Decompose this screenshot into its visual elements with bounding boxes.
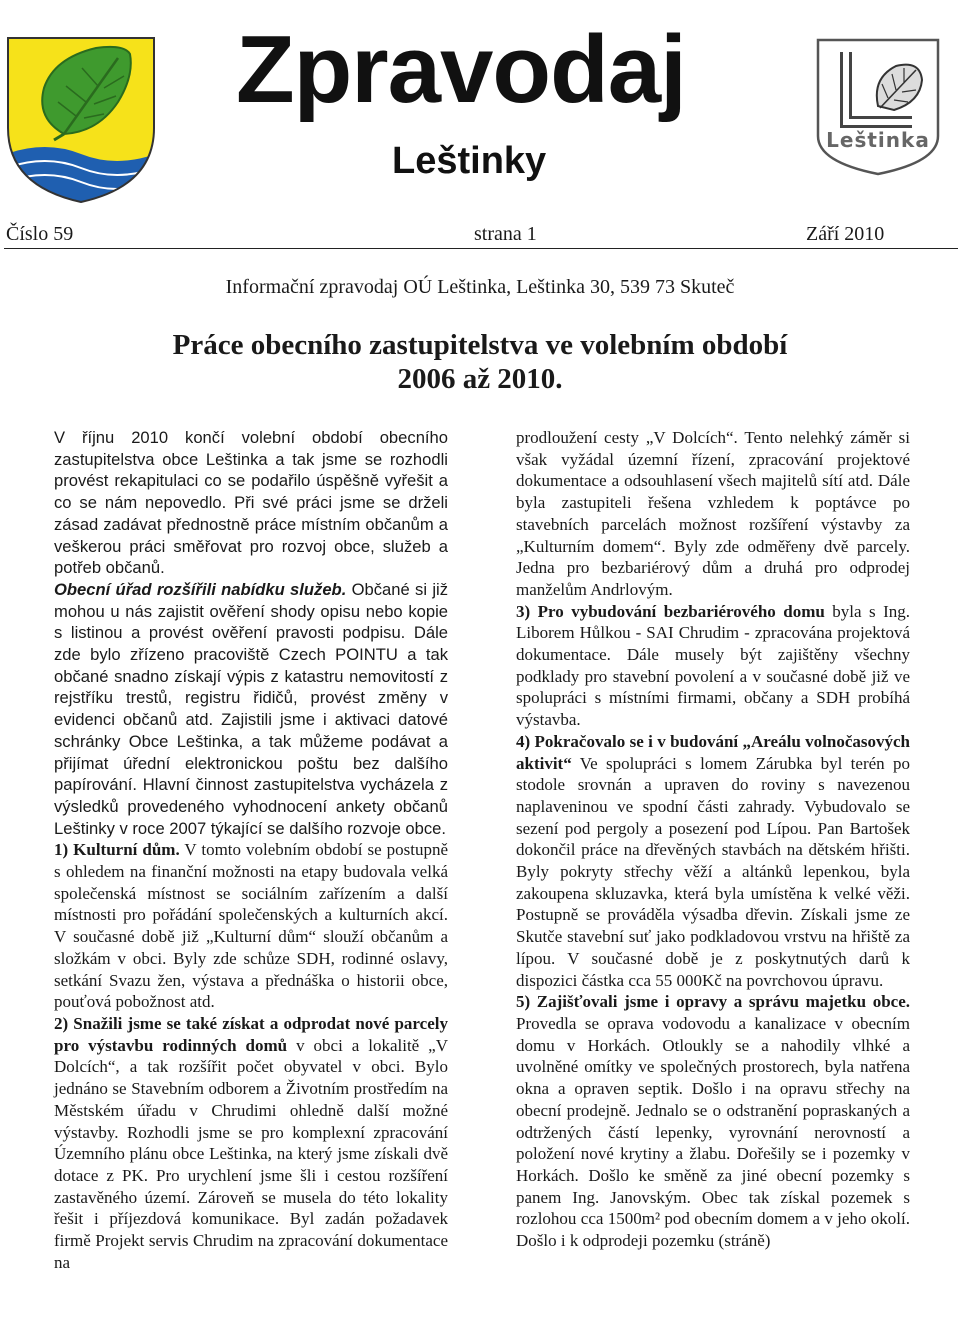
section-5-heading: 5) Zajišťovali jsme i opravy a správu majetku obce. <box>516 992 910 1012</box>
village-logo <box>812 36 944 176</box>
coat-of-arms-logo <box>6 36 156 204</box>
article-headline: Práce obecního zastupitelstva ve volebním období 2006 až 2010. <box>172 329 788 395</box>
issue-date: Září 2010 <box>806 223 885 245</box>
section-4 <box>516 731 910 991</box>
services-paragraph <box>54 579 448 839</box>
section-5-text: Provedla se oprava vodovodu a kanalizace v obecním domu v Horkách. Otloukly se a nahodily vlhké a uvolněné omítky ve společných prostorech, byla natřena okna a opraven septik. Došlo i na opravu střechy na obecní prodejně. Jednalo se o odstranění popraskaných a odtržených částí lepenky, vyrovnání nerovností a položení nové krytiny a žlabu. Dořešily se i pozemky v Horkách. Došlo ke směně za jiné obecní pozemky s panem Ing. Janovským. Obec tak získal pozemek s rozlohou cca 1500m² pod obecním domem a v jeho okolí. Došlo i k odprodeji pozemku (stráně) <box>516 1013 910 1251</box>
section-1 <box>54 839 448 1013</box>
section-2 <box>54 1013 448 1273</box>
section-2-text: v obci a lokalitě „V Dolcích“, a tak rozšířit počet obyvatel v obci. Bylo jednáno se Stavebním odborem a Životním prostředím na Městském úřadu v Chrudimi ohledně další možné výstavby. Rozhodli jsme se pro komplexní zpracování Územního plánu obce Leštinka, na který jsme získali dvě dotace z PK. Pro urychlení jsme šli i cestou rozšíření zastavěného území. Zároveň se musela do této lokality řešit i příjezdová komunikace. Byl zadán požadavek firmě Projekt servis Chrudim na zpracování dokumentace na <box>54 1035 448 1272</box>
masthead-title: Zpravodaj <box>236 16 686 123</box>
services-heading: Obecní úřad rozšířili nabídku služeb. <box>54 579 347 599</box>
issue-number: Číslo 59 <box>6 223 74 245</box>
section-3-heading: 3) Pro vybudování bezbariérového domu <box>516 601 825 621</box>
section-1-heading: 1) Kulturní dům. <box>54 840 180 860</box>
services-text: Občané si již mohou u nás zajistit ověření shody opisu nebo kopie s listinou a provést ověření pravosti podpisu. Dále zde bylo zřízeno pracoviště Czech POINTU a tak občané snadno získají výpis z katastru nemovitostí z rejstříku trestů, registru řidičů, provést změny v evidenci občanů atd. Zajistili jsme i aktivaci datové schránky Obce Leštinka, a tak můžeme podávat a přijímat úřední elektronickou poštu bez dalšího papírování. Hlavní činnost zastupitelstva vycházela z výsledků provedeného vyhodnocení ankety občanů Leštinky v roce 2007 týkající se dalšího rozvoje obce. <box>54 579 448 838</box>
section-4-text: Ve spolupráci s lomem Zárubka byl terén po stodole srovnán a upraven do roviny s navezenou naplaveninou ve spodní části zahrady. Vybudovalo se sezení pod pergoly a posezení pod Lípou. Pan Bartošek dokončil práce na dřevěných stavbách na dětském hřišti. Byly pokryty střechy věží a altánků lepenkou, byla zakoupena skluzavka, která byla umístěna k velké věži. Postupně se prováděla výsadba dřevin. Získali jsme ze Skutče stavební suť jako podkladovou vrstvu na hřiště za lípou. V současné době je z poskytnutých darů k dispozici částka cca 55 000Kč na povrchovou úpravu. <box>516 753 910 990</box>
header-divider <box>4 248 958 249</box>
continuation-paragraph <box>516 427 910 601</box>
section-3-text: byla s Ing. Liborem Hůlkou - SAI Chrudim - zpracována projektová dokumentace. Dále musely být zajištěny všechny podklady pro stavební povolení a v současné době již ve spolupráci s místními firmami, občany a SDH probíhá výstavba. <box>516 601 911 730</box>
section-1-text: V tomto volebním období se postupně s ohledem na finanční možnosti na etapy budovala velká společenská místnost se sociálním zařízením a další místnosti pro pořádání společenských a kulturních akcí. V současné době již „Kulturní dům“ slouží občanům a složkám v obci. Byly zde schůze SDH, rodinné oslavy, setkání Svazu žen, výstava a přednáška o historii obce, pouťová pobožnost atd. <box>54 840 448 1012</box>
section-4-heading: 4) Pokračovalo se i v budování „Areálu volnočasových aktivit“ <box>516 731 910 773</box>
coat-of-arms-graphic <box>6 36 156 204</box>
article-column-right <box>516 427 910 1252</box>
section-3 <box>516 601 910 731</box>
section-5 <box>516 991 910 1251</box>
intro-paragraph <box>54 427 448 579</box>
masthead-subtitle: Leštinky <box>392 140 547 182</box>
village-logo-text: Leštinka <box>826 128 930 152</box>
page-number: strana 1 <box>474 223 537 245</box>
section-2-heading: 2) Snažili jsme se také získat a odprodat nové parcely pro výstavbu rodinných domů <box>54 1013 448 1055</box>
article-column-left <box>54 427 448 1273</box>
village-logo-graphic <box>812 36 944 176</box>
publisher-info: Informační zpravodaj OÚ Leštinka, Leštinka 30, 539 73 Skuteč <box>225 276 735 298</box>
continuation-text: prodloužení cesty „V Dolcích“. Tento nelehký záměr si však vyžádal územní řízení, zpracování projektové dokumentace a odsouhlasení všech majitelů sítí atd. Dále byla zastupiteli řešena vzhledem k poptávce po stavebních parcelách možnost rozšíření výstavby za „Kulturním domem“. Byly zde odměřeny dvě parcely. Jedna pro bezbariérový dům a druhá pro odprodej manželům Andrlovým. <box>516 428 910 599</box>
intro-text: V říjnu 2010 končí volební období obecního zastupitelstva obce Leštinka a tak jsme se rozhodli provést rekapitulaci co se podařilo úspěšně vyřešit a co se nám nepovedlo. Při své práci jsme se drželi zásad zadávat přednostně práce místním občanům a veškerou práci směřovat pro rozvoj obce, služeb a potřeb občanů. <box>54 428 448 578</box>
